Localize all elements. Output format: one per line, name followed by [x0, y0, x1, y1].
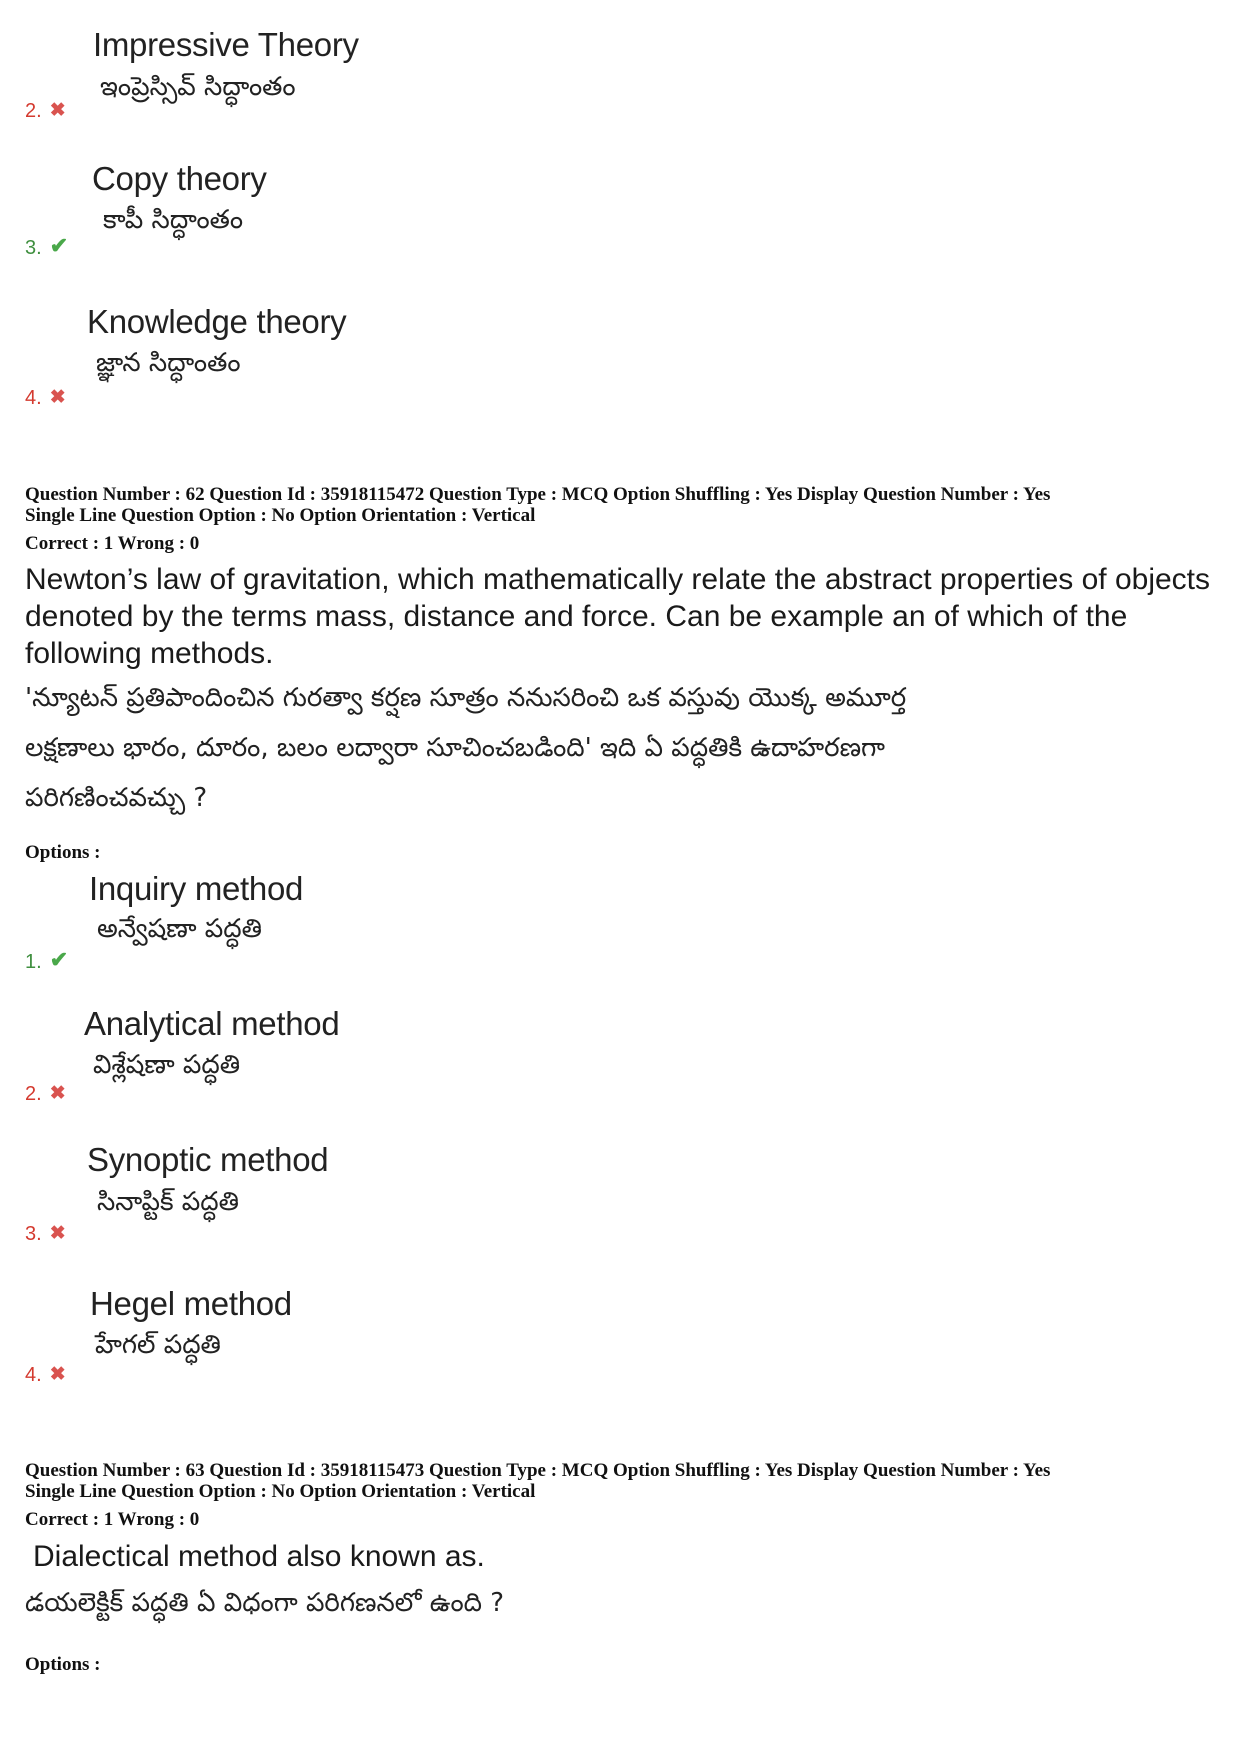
wrong-icon: ✖	[49, 1223, 66, 1244]
check-icon: ✔	[49, 233, 69, 258]
question-text-en: Newton’s law of gravitation, which mathematically relate the abstract properties of objects denoted by the terms mass, distance and force. Can be example an of which of the following methods.	[25, 563, 1211, 670]
question-score: Correct : 1 Wrong : 0	[25, 533, 200, 554]
option-text-te: సినాప్టిక్ పద్ధతి	[97, 1187, 239, 1217]
question-te-line: లక్షణాలు భారం, దూరం, బలం లద్వారా సూచించబడింది' ఇది ఏ పద్ధతికి ఉదాహరణగా	[25, 733, 885, 763]
option-text-en: Synoptic method	[87, 1141, 329, 1178]
question-meta-line2: Single Line Question Option : No Option Orientation : Vertical	[25, 505, 536, 526]
wrong-icon: ✖	[49, 1083, 66, 1104]
option-number: 2. ✖	[25, 100, 66, 122]
option-text-te: జ్ఞాన సిద్ధాంతం	[96, 348, 241, 378]
option-number: 4. ✖	[25, 387, 66, 409]
option-number: 2. ✖	[25, 1083, 66, 1105]
wrong-icon: ✖	[49, 1364, 66, 1385]
question-meta-line1: Question Number : 63 Question Id : 35918115473 Question Type : MCQ Option Shuffling : Yes Display Question Number : Yes	[25, 1460, 1051, 1481]
option-text-en: Impressive Theory	[93, 26, 359, 63]
question-meta-line2: Single Line Question Option : No Option Orientation : Vertical	[25, 1481, 536, 1502]
option-text-te: ఇంప్రెస్సివ్ సిద్ధాంతం	[100, 72, 296, 102]
option-number: 1. ✔	[25, 947, 69, 973]
check-icon: ✔	[49, 947, 69, 972]
options-label: Options :	[25, 1654, 101, 1675]
option-text-te: కాపీ సిద్ధాంతం	[103, 205, 244, 235]
wrong-icon: ✖	[49, 387, 66, 408]
option-text-te: హేగల్ పద్ధతి	[95, 1330, 221, 1360]
wrong-icon: ✖	[49, 100, 66, 121]
option-text-te: అన్వేషణా పద్ధతి	[97, 914, 262, 944]
option-text-en: Hegel method	[90, 1285, 292, 1322]
option-number: 4. ✖	[25, 1364, 66, 1386]
option-text-te: విశ్లేషణా పద్ధతి	[93, 1050, 241, 1080]
question-score: Correct : 1 Wrong : 0	[25, 1509, 200, 1530]
question-te-line: పరిగణించవచ్చు ?	[25, 783, 208, 813]
option-number: 3. ✖	[25, 1223, 66, 1245]
question-text-te: డయలెక్టిక్ పద్ధతి ఏ విధంగా పరిగణనలో ఉంది ?	[25, 1588, 505, 1618]
options-label: Options :	[25, 842, 101, 863]
question-meta-line1: Question Number : 62 Question Id : 35918115472 Question Type : MCQ Option Shuffling : Yes Display Question Number : Yes	[25, 484, 1051, 505]
question-text-en: Dialectical method also known as.	[33, 1540, 485, 1573]
question-text-te	[25, 673, 1225, 823]
option-text-en: Knowledge theory	[87, 303, 347, 340]
option-number: 3. ✔	[25, 233, 69, 259]
question-te-line: 'న్యూటన్ ప్రతిపాందించిన గురత్వా కర్షణ సూత్రం ననుసరించి ఒక వస్తువు యొక్క అమూర్త	[25, 683, 907, 713]
option-text-en: Analytical method	[84, 1005, 340, 1042]
option-text-en: Inquiry method	[89, 870, 304, 907]
option-text-en: Copy theory	[92, 160, 267, 197]
